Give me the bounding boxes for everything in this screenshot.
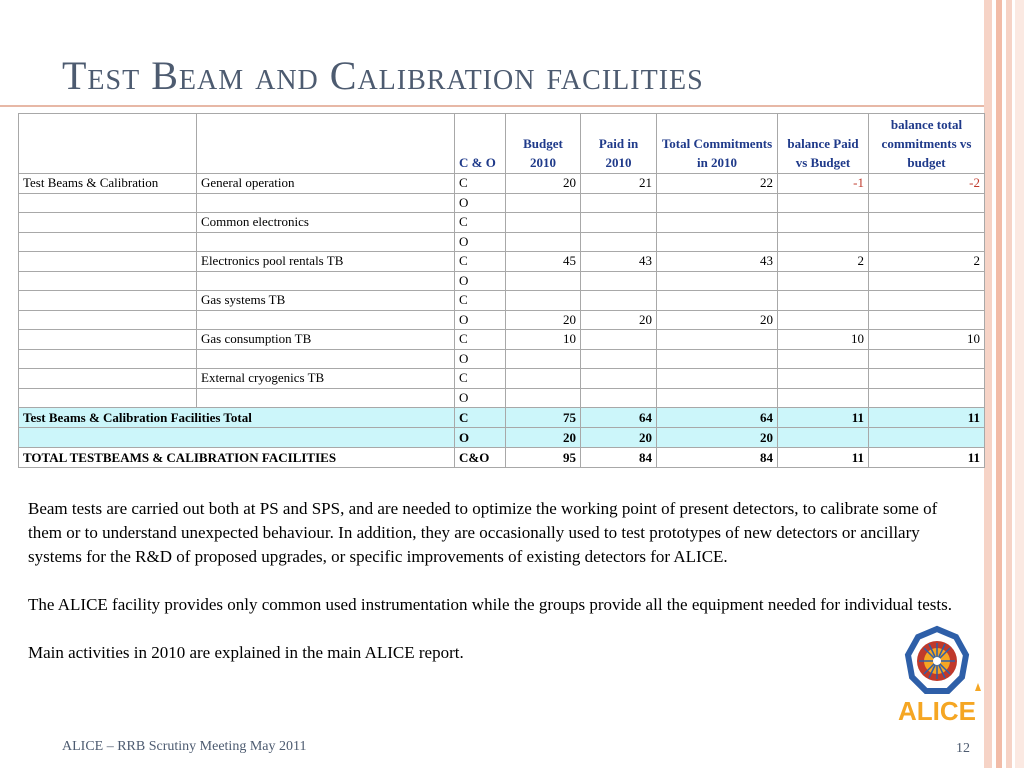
table-cell xyxy=(869,232,985,252)
table-cell xyxy=(506,271,581,291)
title-divider xyxy=(0,105,984,107)
table-cell xyxy=(506,232,581,252)
table-cell xyxy=(869,193,985,213)
grand-total-row xyxy=(19,448,985,468)
table-row xyxy=(19,310,985,330)
grand-total-cell: 84 xyxy=(581,448,657,468)
table-cell xyxy=(581,388,657,408)
paragraph-facility: The ALICE facility provides only common used instrumentation while the groups provide all the equipment needed for individual tests. xyxy=(28,595,952,614)
total-cell: O xyxy=(455,428,506,448)
table-cell xyxy=(19,369,197,389)
table-cell xyxy=(869,349,985,369)
table-cell xyxy=(778,232,869,252)
body-text xyxy=(28,497,973,689)
table-cell xyxy=(197,232,455,252)
table-cell: O xyxy=(455,232,506,252)
table-cell xyxy=(778,213,869,233)
column-header: Paid in 2010 xyxy=(581,114,657,174)
table-cell xyxy=(869,310,985,330)
table-cell: C xyxy=(455,174,506,194)
table-cell xyxy=(657,291,778,311)
table-cell: 20 xyxy=(581,310,657,330)
table-cell: 10 xyxy=(506,330,581,350)
paragraph-beam-tests: Beam tests are carried out both at PS and SPS, and are needed to optimize the working point of present detectors, to calibrate some of them or to understand unexpected behaviour. In addition, they are occasionally used to test prototypes of new detectors or ancillary systems for the R&D of proposed upgrades, or specific improvements of existing detectors for ALICE. xyxy=(28,499,938,566)
table-row xyxy=(19,271,985,291)
total-label xyxy=(19,428,455,448)
table-cell: C xyxy=(455,369,506,389)
table-cell: 2 xyxy=(869,252,985,272)
table-cell xyxy=(197,310,455,330)
table-cell: Electronics pool rentals TB xyxy=(197,252,455,272)
table-header-row xyxy=(19,114,985,174)
table-cell xyxy=(581,291,657,311)
grand-total-cell: C&O xyxy=(455,448,506,468)
column-header xyxy=(19,114,197,174)
total-row xyxy=(19,428,985,448)
table-cell xyxy=(869,213,985,233)
table-cell xyxy=(778,310,869,330)
table-row xyxy=(19,213,985,233)
table-row xyxy=(19,388,985,408)
table-cell xyxy=(657,232,778,252)
table-cell: 2 xyxy=(778,252,869,272)
table-cell xyxy=(657,213,778,233)
table-cell xyxy=(778,388,869,408)
table-cell xyxy=(197,388,455,408)
table-row xyxy=(19,232,985,252)
table-cell xyxy=(657,369,778,389)
table-cell xyxy=(506,291,581,311)
table-cell: O xyxy=(455,349,506,369)
alice-logo-icon xyxy=(884,625,990,725)
table-cell xyxy=(506,369,581,389)
grand-total-cell: 11 xyxy=(778,448,869,468)
total-cell: 20 xyxy=(581,428,657,448)
table-cell: 45 xyxy=(506,252,581,272)
total-cell xyxy=(778,428,869,448)
facilities-table xyxy=(18,113,985,468)
table-row xyxy=(19,193,985,213)
total-cell: 64 xyxy=(657,408,778,428)
total-cell xyxy=(869,428,985,448)
table-cell xyxy=(657,349,778,369)
column-header xyxy=(197,114,455,174)
table-cell xyxy=(581,330,657,350)
table-cell: 10 xyxy=(778,330,869,350)
table-cell: External cryogenics TB xyxy=(197,369,455,389)
table-row xyxy=(19,369,985,389)
paragraph-activities: Main activities in 2010 are explained in the main ALICE report. xyxy=(28,643,464,662)
table-cell xyxy=(197,349,455,369)
table-cell xyxy=(581,213,657,233)
table-cell: 43 xyxy=(657,252,778,272)
table-cell: C xyxy=(455,252,506,272)
table-cell: O xyxy=(455,271,506,291)
grand-total-cell: 84 xyxy=(657,448,778,468)
table-cell xyxy=(778,349,869,369)
table-cell xyxy=(869,271,985,291)
total-cell: 75 xyxy=(506,408,581,428)
column-header: balance Paid vs Budget xyxy=(778,114,869,174)
total-cell: C xyxy=(455,408,506,428)
table-cell xyxy=(581,369,657,389)
column-header: Budget 2010 xyxy=(506,114,581,174)
table-cell: O xyxy=(455,388,506,408)
table-cell xyxy=(19,213,197,233)
table-cell xyxy=(19,252,197,272)
table-cell xyxy=(19,291,197,311)
table-cell: 22 xyxy=(657,174,778,194)
grand-total-cell: 95 xyxy=(506,448,581,468)
table-row xyxy=(19,252,985,272)
table-cell: C xyxy=(455,213,506,233)
table-cell xyxy=(197,193,455,213)
table-cell xyxy=(197,271,455,291)
table-cell xyxy=(869,369,985,389)
table-cell: Gas systems TB xyxy=(197,291,455,311)
table-cell: 43 xyxy=(581,252,657,272)
total-cell: 20 xyxy=(506,428,581,448)
table-cell: 21 xyxy=(581,174,657,194)
table-cell xyxy=(657,388,778,408)
table-cell xyxy=(19,232,197,252)
table-cell: O xyxy=(455,193,506,213)
table-cell xyxy=(581,271,657,291)
table-cell: Gas consumption TB xyxy=(197,330,455,350)
table-cell xyxy=(19,271,197,291)
table-cell xyxy=(19,388,197,408)
table-cell xyxy=(581,232,657,252)
column-header: Total Commitments in 2010 xyxy=(657,114,778,174)
table-cell: General operation xyxy=(197,174,455,194)
table-cell xyxy=(19,330,197,350)
table-cell xyxy=(657,330,778,350)
table-row xyxy=(19,291,985,311)
table-cell: -1 xyxy=(778,174,869,194)
total-row xyxy=(19,408,985,428)
table-cell xyxy=(581,193,657,213)
table-cell xyxy=(869,291,985,311)
table-cell: C xyxy=(455,330,506,350)
table-cell xyxy=(778,193,869,213)
total-label: Test Beams & Calibration Facilities Total xyxy=(19,408,455,428)
total-cell: 11 xyxy=(778,408,869,428)
table-cell xyxy=(506,349,581,369)
table-cell: C xyxy=(455,291,506,311)
total-cell: 64 xyxy=(581,408,657,428)
table-row xyxy=(19,330,985,350)
column-header: C & O xyxy=(455,114,506,174)
table-cell: O xyxy=(455,310,506,330)
table-cell xyxy=(19,349,197,369)
table-cell: Common electronics xyxy=(197,213,455,233)
table-cell xyxy=(506,213,581,233)
table-cell: 10 xyxy=(869,330,985,350)
table-cell xyxy=(506,193,581,213)
table-cell xyxy=(657,271,778,291)
table-cell xyxy=(581,349,657,369)
table-cell: 20 xyxy=(506,174,581,194)
table-cell: 20 xyxy=(506,310,581,330)
alice-logo-text: ALICE xyxy=(898,696,976,725)
table-cell: -2 xyxy=(869,174,985,194)
table-cell: Test Beams & Calibration xyxy=(19,174,197,194)
slide-title: Test Beam and Calibration facilities xyxy=(62,53,704,98)
total-cell: 20 xyxy=(657,428,778,448)
table-cell xyxy=(869,388,985,408)
table-cell xyxy=(657,193,778,213)
table-cell xyxy=(778,291,869,311)
table-row xyxy=(19,174,985,194)
column-header: balance total commitments vs budget xyxy=(869,114,985,174)
table-cell xyxy=(778,271,869,291)
page-number: 12 xyxy=(956,741,970,756)
decorative-stripes xyxy=(984,0,1024,768)
table-cell: 20 xyxy=(657,310,778,330)
table-cell xyxy=(778,369,869,389)
grand-total-label: TOTAL TESTBEAMS & CALIBRATION FACILITIES xyxy=(19,448,455,468)
total-cell: 11 xyxy=(869,408,985,428)
table-row xyxy=(19,349,985,369)
table-cell xyxy=(506,388,581,408)
table-cell xyxy=(19,193,197,213)
grand-total-cell: 11 xyxy=(869,448,985,468)
footer-meeting: ALICE – RRB Scrutiny Meeting May 2011 xyxy=(62,739,307,754)
table-cell xyxy=(19,310,197,330)
